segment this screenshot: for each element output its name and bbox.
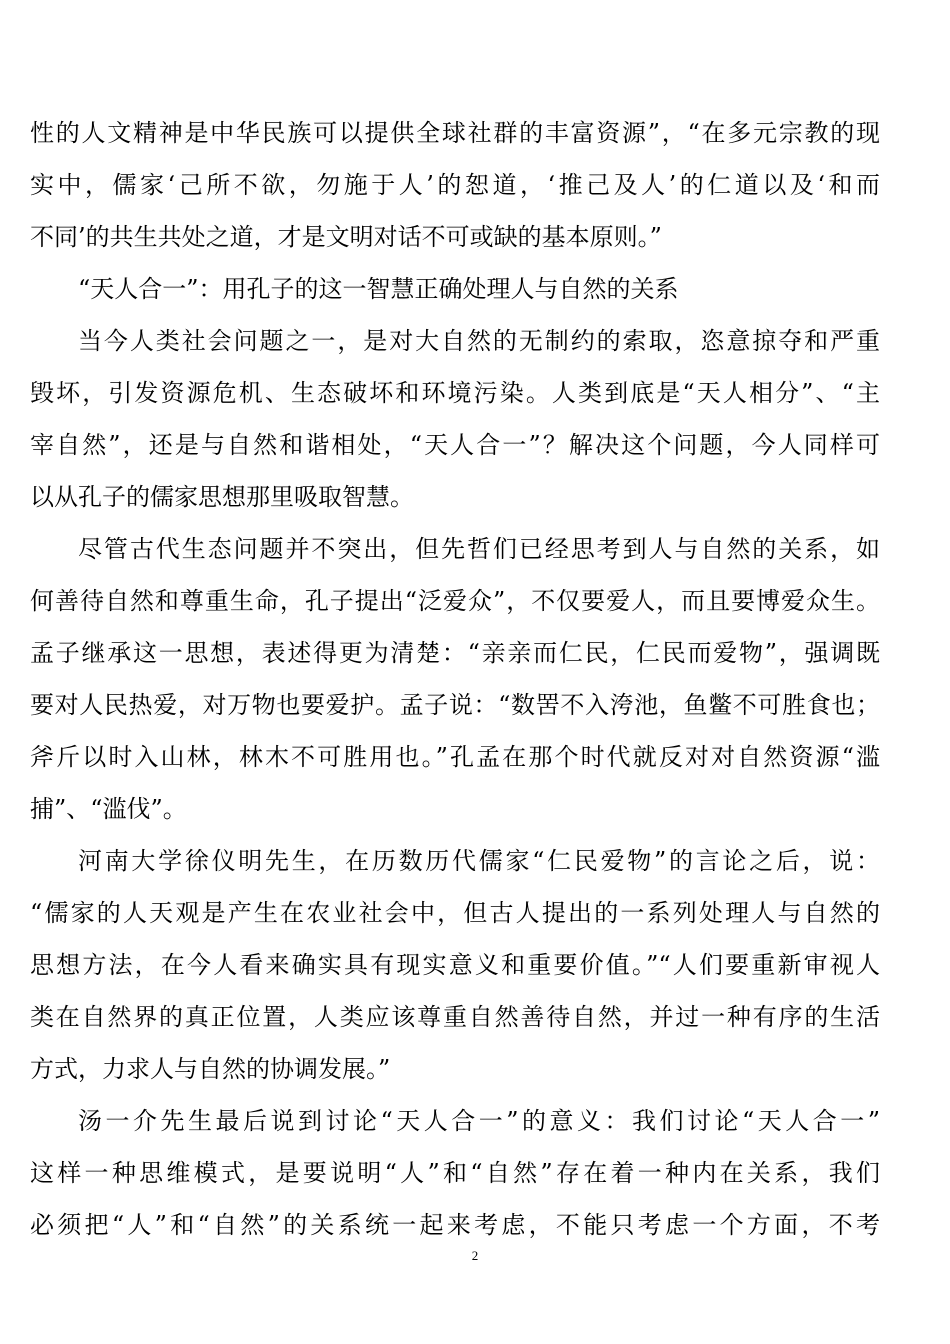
text-line: “儒家的人天观是产生在农业社会中，但古人提出的一系列处理人与自然的: [30, 899, 880, 927]
text-line: 必须把“人”和“自然”的关系统一起来考虑，不能只考虑一个方面，不考: [30, 1211, 880, 1239]
text-line: 孟子继承这一思想，表述得更为清楚：“亲亲而仁民，仁民而爱物”，强调既: [30, 639, 880, 667]
text-line: 何善待自然和尊重生命，孔子提出“泛爱众”，不仅要爱人，而且要博爱众生。: [30, 587, 880, 615]
text-line: 实中，儒家‘己所不欲，勿施于人’的恕道，‘推己及人’的仁道以及‘和而: [30, 171, 880, 199]
section-heading: “天人合一”：用孔子的这一智慧正确处理人与自然的关系: [78, 275, 679, 303]
text-line: 斧斤以时入山林，林木不可胜用也。”孔孟在那个时代就反对对自然资源“滥: [30, 743, 880, 771]
text-line: 汤一介先生最后说到讨论“天人合一”的意义：我们讨论“天人合一”: [78, 1107, 880, 1135]
text-line: 这样一种思维模式，是要说明“人”和“自然”存在着一种内在关系，我们: [30, 1159, 880, 1187]
text-line: 尽管古代生态问题并不突出，但先哲们已经思考到人与自然的关系，如: [78, 535, 880, 563]
text-line: 毁坏，引发资源危机、生态破坏和环境污染。人类到底是“天人相分”、“主: [30, 379, 880, 407]
text-line: 思想方法，在今人看来确实具有现实意义和重要价值。”“人们要重新审视人: [30, 951, 880, 979]
text-line: 捕”、“滥伐”。: [30, 795, 187, 823]
text-line: 宰自然”，还是与自然和谐相处，“天人合一”？解决这个问题，今人同样可: [30, 431, 880, 459]
text-line: 当今人类社会问题之一，是对大自然的无制约的索取，恣意掠夺和严重: [78, 327, 880, 355]
text-line: 以从孔子的儒家思想那里吸取智慧。: [30, 483, 414, 511]
text-line: 要对人民热爱，对万物也要爱护。孟子说：“数罟不入洿池，鱼鳖不可胜食也；: [30, 691, 880, 719]
text-line: 性的人文精神是中华民族可以提供全球社群的丰富资源”，“在多元宗教的现: [30, 119, 880, 147]
body-text: [30, 107, 880, 1251]
page-number: 2: [471, 1248, 479, 1263]
text-line: 类在自然界的真正位置，人类应该尊重自然善待自然，并过一种有序的生活: [30, 1003, 880, 1031]
text-line: 方式，力求人与自然的协调发展。”: [30, 1055, 391, 1083]
text-line: 河南大学徐仪明先生，在历数历代儒家“仁民爱物”的言论之后，说：: [78, 847, 880, 875]
text-line: 不同’的共生共处之道，才是文明对话不可或缺的基本原则。”: [30, 223, 662, 251]
